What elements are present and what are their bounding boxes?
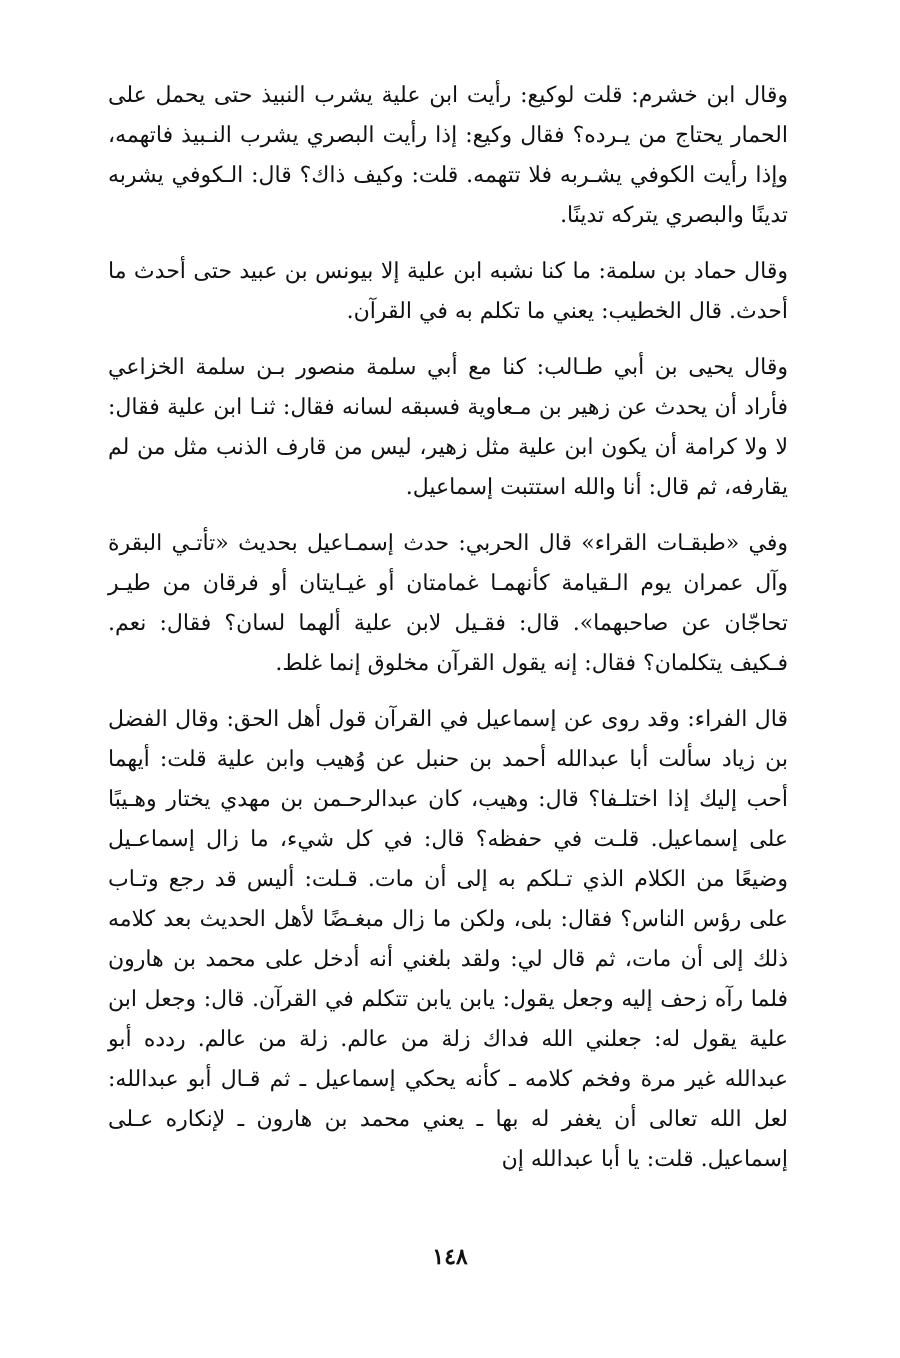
paragraph-ibn-khashram: وقال ابن خشرم: قلت لوكيع: رأيت ابن علية يشرب النبيذ حتى يحمل على الحمار يحتاج من يـرده؟ فقال وكيع: إذا رأيت البصري يشرب النـبيذ فاتهمه، وإذا رأيت الكوفي يشـربه فلا تتهمه. قلت: وكيف ذاك؟ قال: الـكوفي يشربه تدينًا والبصري يتركه تدينًا. (108, 83, 788, 228)
paragraph-al-farra: قال الفراء: وقد روى عن إسماعيل في القرآن قول أهل الحق: وقال الفضل بن زياد سألت أبا عبدالله أحمد بن حنبل عن وُهيب وابن علية قلت: أيهما أحب إليك إذا اختلـفا؟ قال: وهيب، كان عبدالرحـمن بن مهدي يختار وهـيبًا على إسماعيل. قلـت في حفظه؟ قال: في كل شيء، ما زال إسماعـيل وضيعًا من الكلام الذي تـلكم به إلى أن مات. قـلت: أليس قد رجع وتـاب على رؤس الناس؟ فقال: بلى، ولكن ما زال مبغـضًا لأهل الحديث بعد كلامه ذلك إلى أن مات، ثم قال لي: ولقد بلغني أنه أدخل على محمد بن هارون فلما رآه زحف إليه وجعل يقول: يابن يابن تتكلم في القرآن. قال: وجعل ابن علية يقول له: جعلني الله فداك زلة من عالم. زلة من عالم. ردده أبو عبدالله غير مرة وفخم كلامه ـ كأنه يحكي إسماعيل ـ ثم قـال أبو عبدالله: لعل الله تعالى أن يغفر له بها ـ يعني محمد بن هارون ـ لإنكاره عـلى إسماعيل. قلت: يا أبا عبدالله إن (108, 707, 788, 1172)
page-number: ١٤٨ (432, 1244, 468, 1270)
book-page-text (108, 76, 788, 1196)
paragraph-yahya-bin-abi-talib: وقال يحيى بن أبي طـالب: كنا مع أبي سلمة منصور بـن سلمة الخزاعي فأراد أن يحدث عن زهير بن مـعاوية فسبقه لسانه فقال: ثنـا ابن علية فقال: لا ولا كرامة أن يكون ابن علية مثل زهير، ليس من قارف الذنب مثل من لم يقارفه، ثم قال: أنا والله استتبت إسماعيل. (108, 355, 788, 500)
paragraph-tabaqat-al-qurra: وفي «طبقـات القراء» قال الحربي: حدث إسمـاعيل بحديث «تأتـي البقرة وآل عمران يوم الـقيامة كأنهمـا غمامتان أو غيـايتان أو فرقان من طيـر تحاجّان عن صاحبهما». قال: فقـيل لابن علية ألهما لسان؟ فقال: نعم. فـكيف يتكلمان؟ فقال: إنه يقول القرآن مخلوق إنما غلط. (108, 531, 788, 676)
paragraph-hammad-bin-salama: وقال حماد بن سلمة: ما كنا نشبه ابن علية إلا بيونس بن عبيد حتى أحدث ما أحدث. قال الخطيب: يعني ما تكلم به في القرآن. (108, 259, 788, 324)
